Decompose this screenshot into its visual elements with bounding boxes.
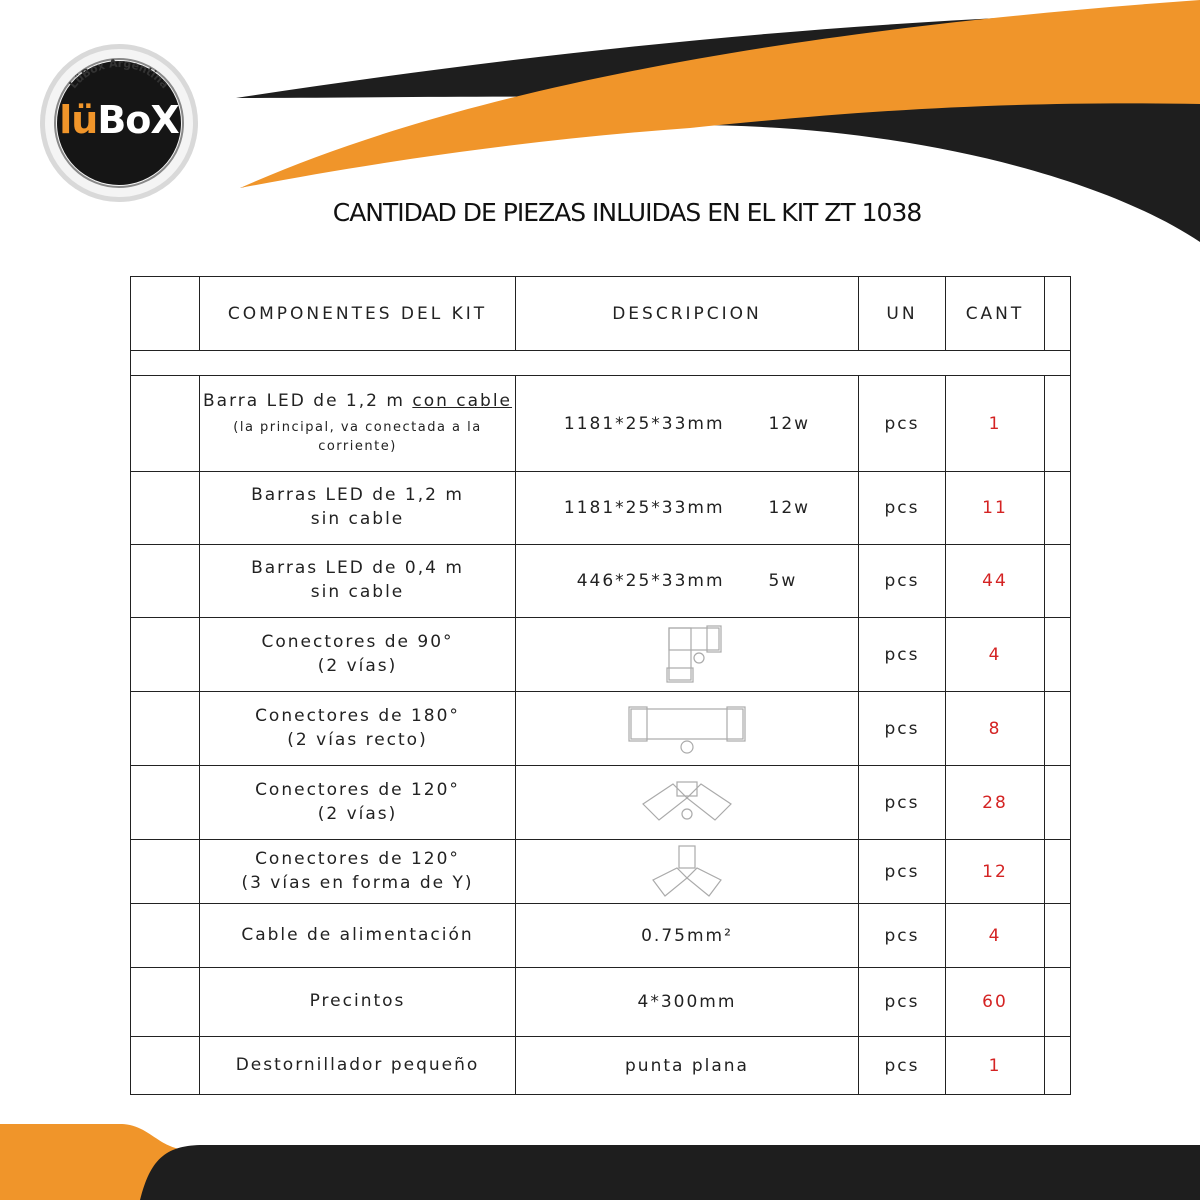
quantity-cell: 60 [946,968,1045,1037]
kit-components-table [130,276,1071,1095]
component-detail: sin cable [310,509,405,529]
component-detail: (3 vías en forma de Y) [241,872,474,893]
row-end-cell [1045,968,1071,1037]
description-cell: 0.75mm² [516,904,859,968]
quantity-cell: 8 [946,692,1045,766]
table-row [131,545,1071,618]
component-cell [200,472,516,545]
description-cell [516,376,859,472]
page-title: CANTIDAD DE PIEZAS INLUIDAS EN EL KIT ZT 1038 [332,198,922,227]
table-row [131,472,1071,545]
logo-ring-text: LüBox Argentina [66,56,172,92]
power-text: 12w [768,413,811,434]
component-name: Barras LED de 1,2 m [251,485,464,506]
unit-cell: pcs [859,692,946,766]
component-cell [200,766,516,840]
connector-y-icon [647,844,727,900]
row-end-cell [1045,904,1071,968]
component-cell [200,840,516,904]
component-cell: Precintos [200,968,516,1037]
table-row [131,376,1071,472]
component-detail: (2 vías recto) [287,729,428,750]
component-cell: Cable de alimentación [200,904,516,968]
row-index-cell [131,545,200,618]
table-row [131,692,1071,766]
header-component: COMPONENTES DEL KIT [200,277,516,351]
spacer-cell [131,351,1071,376]
unit-cell: pcs [859,618,946,692]
unit-cell: pcs [859,472,946,545]
quantity-cell: 11 [946,472,1045,545]
row-end-cell [1045,692,1071,766]
quantity-cell: 1 [946,1037,1045,1095]
unit-cell: pcs [859,1037,946,1095]
component-note: (la principal, va conectada a la corriente) [233,419,482,455]
row-index-cell [131,766,200,840]
header-blank-cell [131,277,200,351]
description-cell [516,472,859,545]
header-quantity: CANT [946,277,1045,351]
header-description: DESCRIPCION [516,277,859,351]
power-text: 5w [768,571,798,591]
description-cell [516,766,859,840]
power-text: 12w [768,498,811,518]
row-end-cell [1045,1037,1071,1095]
component-detail: (2 vías) [317,803,398,824]
quantity-cell: 1 [946,376,1045,472]
header-unit: UN [859,277,946,351]
component-cell [200,376,516,472]
unit-cell: pcs [859,545,946,618]
row-end-cell [1045,618,1071,692]
description-text: 446*25*33mm [576,571,725,591]
description-text: 1181*25*33mm [563,413,725,434]
table-header-row [131,277,1071,351]
component-name: Conectores de 90° [261,631,454,652]
unit-cell: pcs [859,376,946,472]
component-name: Barras LED de 0,4 m [251,558,464,579]
unit-cell: pcs [859,766,946,840]
component-detail: (2 vías) [317,655,398,676]
header-end-cell [1045,277,1071,351]
table-row [131,904,1071,968]
component-name: Conectores de 120° [255,848,460,869]
description-text: 1181*25*33mm [563,498,725,518]
brand-logo [38,42,200,204]
row-index-cell [131,472,200,545]
quantity-cell: 4 [946,618,1045,692]
row-index-cell [131,692,200,766]
description-cell [516,692,859,766]
spacer-row [131,351,1071,376]
unit-cell: pcs [859,968,946,1037]
connector-120-icon [637,774,737,832]
row-end-cell [1045,766,1071,840]
table-row [131,1037,1071,1095]
row-end-cell [1045,472,1071,545]
row-index-cell [131,376,200,472]
row-index-cell [131,618,200,692]
component-name: Conectores de 120° [255,779,460,800]
row-end-cell [1045,545,1071,618]
table-row [131,968,1071,1037]
unit-cell: pcs [859,904,946,968]
quantity-cell: 28 [946,766,1045,840]
quantity-cell: 44 [946,545,1045,618]
row-end-cell [1045,376,1071,472]
row-index-cell [131,840,200,904]
component-cell [200,618,516,692]
description-cell: punta plana [516,1037,859,1095]
component-detail: sin cable [310,582,405,602]
component-emphasis: con cable [412,391,513,412]
component-cell [200,692,516,766]
description-cell [516,618,859,692]
description-cell: 4*300mm [516,968,859,1037]
row-index-cell [131,904,200,968]
table-row [131,840,1071,904]
table-row [131,618,1071,692]
quantity-cell: 4 [946,904,1045,968]
table-row [131,766,1071,840]
unit-cell: pcs [859,840,946,904]
description-cell [516,545,859,618]
connector-90-icon [647,624,727,686]
row-index-cell [131,1037,200,1095]
connector-180-icon [627,699,747,759]
component-name: Barra LED de 1,2 m [202,391,413,412]
description-cell [516,840,859,904]
component-cell: Destornillador pequeño [200,1037,516,1095]
quantity-cell: 12 [946,840,1045,904]
component-name: Conectores de 180° [255,705,460,726]
component-cell [200,545,516,618]
row-end-cell [1045,840,1071,904]
logo-wordmark: lüBoX [59,98,179,142]
row-index-cell [131,968,200,1037]
